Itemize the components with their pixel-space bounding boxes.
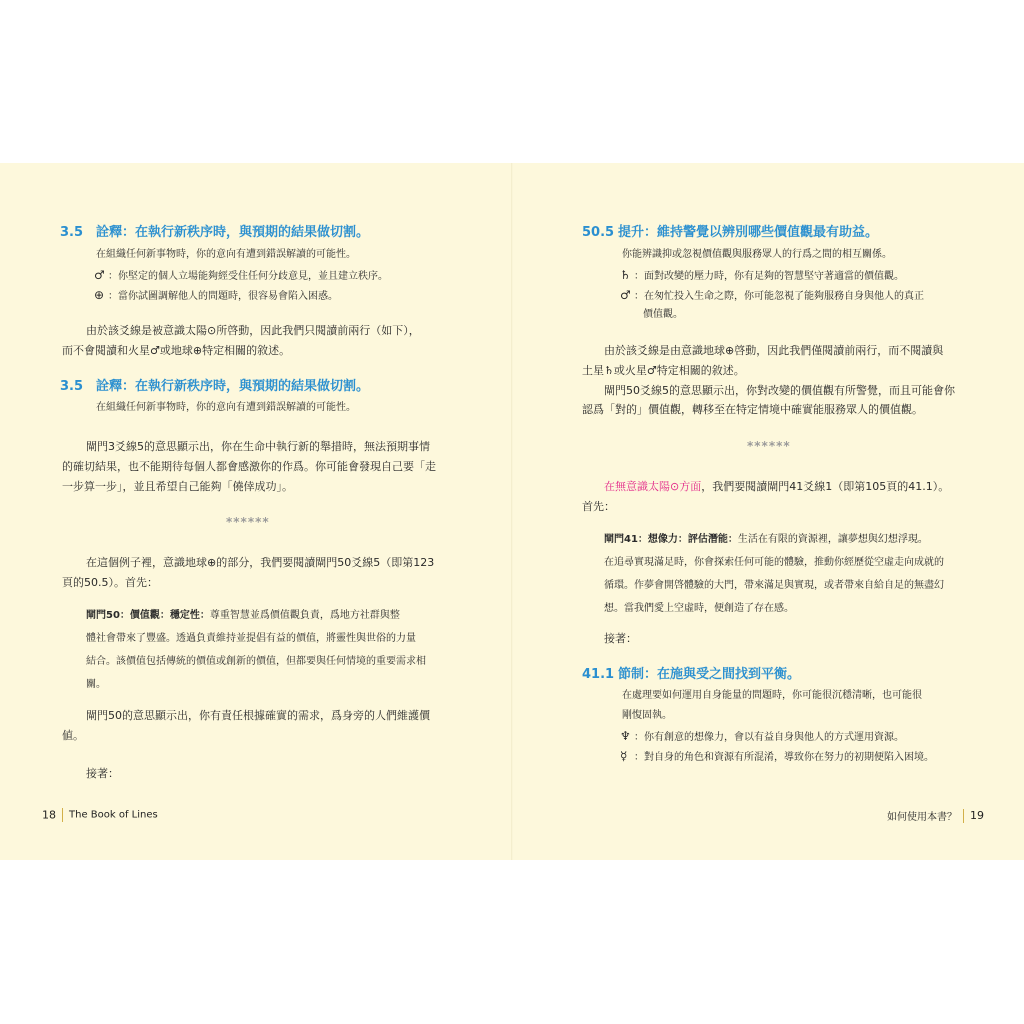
line-saturn: [620, 265, 904, 287]
paragraph-line: [604, 477, 949, 497]
right-page: [513, 163, 1024, 860]
gate-entry-line: [86, 606, 400, 626]
mercury-symbol-icon: ☿: [620, 749, 628, 763]
paragraph-line: 土星♄或火星♂特定相關的敘述。: [582, 364, 745, 377]
section-title: 節制：在施與受之間找到平衡。: [618, 667, 801, 682]
book-spread: [0, 163, 1024, 860]
paragraph-line: 閘門3爻線5的意思顯示出，你在生命中執行新的舉措時，無法預期事情: [86, 440, 430, 453]
section-divider: ******: [747, 439, 791, 453]
neptune-symbol-icon: ♆: [620, 729, 631, 743]
paragraph-line: 首先：: [582, 500, 615, 513]
page-number: 18: [42, 808, 56, 822]
left-section-heading-2: [60, 375, 369, 394]
line-text: ：面對改變的壓力時，你有足夠的智慧堅守著適當的價值觀。: [634, 271, 904, 282]
section-intro: 在組織任何新事物時，你的意向有遭到錯誤解讀的可能性。: [96, 402, 356, 413]
left-section-heading-1: [60, 221, 369, 240]
line-text: ：對自身的角色和資源有所混淆，導致你在努力的初期便陷入困境。: [634, 752, 934, 763]
earth-symbol-icon: ⊕: [94, 288, 105, 302]
book-title: The Book of Lines: [69, 809, 158, 821]
gate-entry-line: 在追尋實現滿足時，你會探索任何可能的體驗，推動你經歷從空虛走向成就的: [604, 557, 944, 568]
book-section-title: 如何使用本書？: [887, 812, 957, 823]
line-text: ：你堅定的個人立場能夠經受住任何分歧意見，並且建立秩序。: [108, 271, 388, 282]
section-intro: 你能辨識抑或忽視價值觀與服務眾人的行爲之間的相互關係。: [622, 249, 892, 260]
paragraph-line: 在這個例子裡，意識地球⊕的部分，我們要閱讀閘門50爻線5（即第123: [86, 556, 435, 569]
section-title: 詮釋：在執行新秩序時，與預期的結果做切割。: [96, 225, 370, 240]
paragraph-line: 値。: [62, 729, 84, 742]
page-footer-right: [887, 808, 984, 823]
gate-text: 尊重智慧並爲價值觀負責，爲地方社群與整: [209, 610, 400, 621]
line-text: ：在匆忙投入生命之際，你可能忽視了能夠服務自身與他人的真正: [634, 291, 924, 302]
mars-symbol-icon: ♂: [620, 288, 631, 302]
paragraph-line: 閘門50爻線5的意思顯示出，你對改變的價值觀有所警覺，而且可能會你: [604, 384, 955, 397]
gate-entry-line: 體社會帶來了豐盛。透過負責維持並提倡有益的價值，將靈性與世俗的力量: [86, 633, 416, 644]
section-intro: 在組織任何新事物時，你的意向有遭到錯誤解讀的可能性。: [96, 249, 356, 260]
paragraph-line: 頁的50.5）。首先：: [62, 576, 158, 589]
gate-entry-line: 結合。該價值包括傳統的價值或創新的價值，但都要與任何情境的重要需求相: [86, 656, 426, 667]
line-text: ：你有創意的想像力，會以有益自身與他人的方式運用資源。: [634, 732, 904, 743]
section-title: 詮釋：在執行新秩序時，與預期的結果做切割。: [96, 379, 370, 394]
page-footer-left: [42, 808, 158, 822]
mars-symbol-icon: ♂: [94, 268, 105, 282]
section-divider: ******: [226, 515, 270, 529]
gate-entry-line: [604, 530, 928, 550]
next-label: 接著：: [86, 767, 119, 780]
paragraph-line: 的確切結果，也不能期待每個人都會感激你的作爲。你可能會發現自己要「走: [62, 460, 436, 473]
paragraph-line: 認爲「對的」價值觀，轉移至在特定情境中確實能服務眾人的價值觀。: [582, 403, 923, 416]
line-text: ：當你試圖調解他人的問題時，很容易會陷入困惑。: [108, 291, 338, 302]
paragraph-line: 而不會閱讀和火星♂或地球⊕特定相關的敘述。: [62, 344, 291, 357]
right-section-heading-2: [582, 663, 800, 682]
footer-divider: [963, 809, 964, 823]
highlight-phrase: 在無意識太陽⊙方面: [604, 480, 702, 493]
line-mars: [620, 285, 924, 307]
section-number: 41.1: [582, 667, 615, 682]
paragraph-line: 一步算一步」，並且希望自己能夠「僥倖成功」。: [62, 480, 293, 493]
paragraph-line: 由於該爻線是被意識太陽⊙所啓動，因此我們只閱讀前兩行（如下），: [86, 324, 420, 337]
line-continuation: 價值觀。: [643, 309, 683, 320]
left-page: [0, 163, 511, 860]
paragraph-text: ，我們要閱讀閘門41爻線1（即第105頁的41.1）。: [701, 480, 950, 493]
next-label: 接著：: [604, 632, 637, 645]
gate-text: 生活在有限的資源裡，讓夢想與幻想浮現。: [737, 534, 928, 545]
section-number: 3.5: [60, 379, 84, 394]
gate-entry-line: 循環。作夢會開啓體驗的大門，帶來滿足與實現，或者帶來自給自足的無盡幻: [604, 580, 944, 591]
section-title: 提升：維持警覺以辨別哪些價值觀最有助益。: [618, 225, 879, 240]
line-mars: [94, 265, 388, 287]
section-intro: 在處理要如何運用自身能量的問題時，你可能很沉穩清晰，也可能很: [622, 690, 922, 701]
paragraph-line: 由於該爻線是由意識地球⊕啓動，因此我們僅閱讀前兩行，而不閱讀與: [604, 344, 944, 357]
gate-label: 閘門41：想像力：評估潛能：: [604, 534, 738, 545]
section-number: 50.5: [582, 225, 615, 240]
gate-label: 閘門50：價值觀：穩定性：: [86, 610, 210, 621]
saturn-symbol-icon: ♄: [620, 268, 631, 282]
paragraph-line: 閘門50的意思顯示出，你有責任根據確實的需求，爲身旁的人們維護價: [86, 709, 430, 722]
gate-entry-line: 關。: [86, 679, 106, 690]
line-mercury: [620, 746, 934, 768]
gate-entry-line: 想。當我們愛上空虛時，便創造了存在感。: [604, 603, 794, 614]
section-intro: 剛愎固執。: [622, 710, 672, 721]
line-neptune: [620, 726, 904, 748]
page-number: 19: [970, 809, 984, 822]
section-number: 3.5: [60, 225, 84, 240]
line-earth: [94, 285, 338, 307]
right-section-heading-1: [582, 221, 878, 240]
footer-divider: [62, 808, 63, 822]
